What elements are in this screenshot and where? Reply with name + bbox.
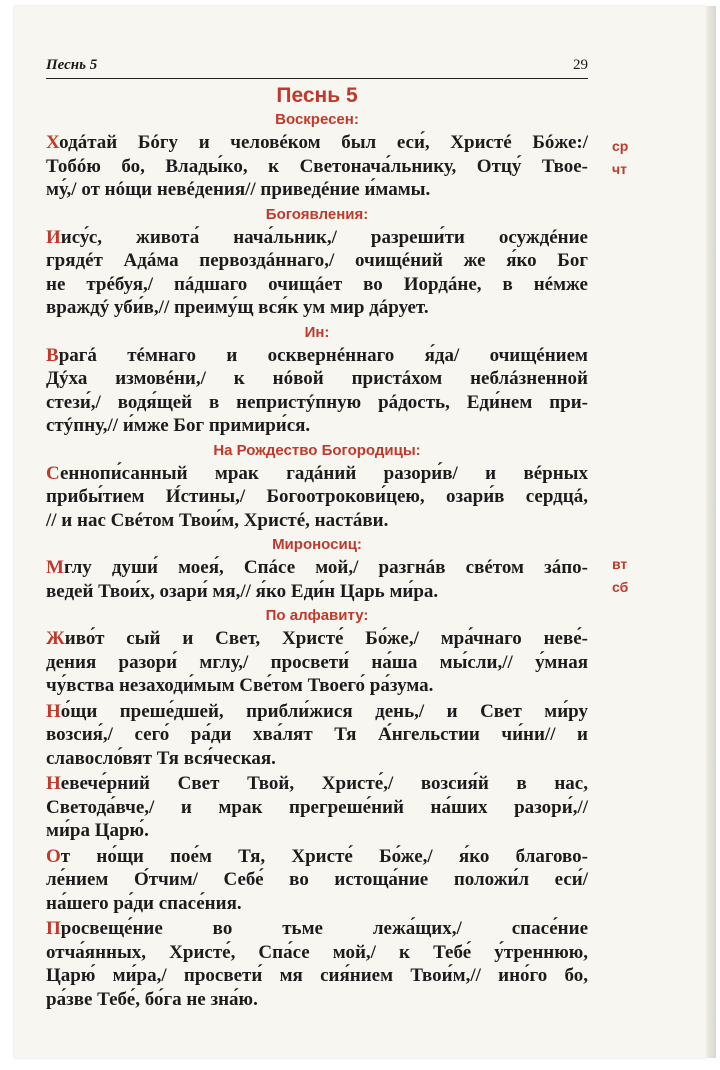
stanza-line: возсия́,/ сего́ ра́ди хва́лят Тя А́нгельстии чи́ни// и	[46, 724, 588, 745]
stanza	[46, 917, 588, 1011]
stanza-line: рагá тéмнаго и осквернéннаго я́да/ очищéнием	[58, 344, 588, 366]
red-initial: И	[46, 226, 61, 248]
stanza	[46, 462, 588, 533]
stanza-line: отча́янных, Христе́, Спа́се мой,/ к Тебе́ у́треннюю,	[46, 941, 588, 963]
stanza-line: стези́,/ водя́щей в непристýпную рáдость, Еди́нем при-	[46, 391, 588, 413]
page-edge	[706, 6, 716, 1058]
stanza	[46, 627, 588, 698]
stanza-line: не трéбуя,/ пáдшаго очищáет во Иордáне, в нéмже	[46, 273, 588, 295]
stanza-line: еннопи́санный мрак гадáний разори́в/ и вéрных	[59, 462, 588, 484]
margin-note-line: сб	[612, 579, 629, 595]
stanza	[46, 556, 588, 603]
stanza-line: ра́зве Тебе́, бо́га не зна́ю.	[46, 988, 258, 1010]
stanza-line: Тобóю бо, Влады́ко, к Светонача́льнику, Отцу́ Твое-	[46, 155, 588, 177]
stanza	[46, 772, 588, 843]
section-heading: На Рождество Богородицы:	[213, 441, 421, 459]
stanza-line: враждý уби́в,// преиму́щ вся́к ум мир дáрует.	[46, 297, 429, 318]
stanza-line: грядéт Адáма первоздáннаго,/ очищéний же я́ко Бог	[46, 250, 588, 271]
stanza-line: // и нас Свéтом Твои́м, Христé, настáви.	[46, 509, 389, 531]
running-title: Песнь 5	[46, 57, 98, 73]
stanza-line: ведей Твои́х, озари́ мя,// я́ко Еди́н Царь ми́ра.	[46, 580, 439, 602]
stanza-line: славосло́вят Тя вся́ческая.	[46, 747, 276, 769]
stanza-line: евече́рний Свет Твой, Христе́,/ возсия́й в нас,	[60, 773, 588, 794]
stanza-line: росвеще́ние во тьме лежа́щих,/ спасе́ние	[60, 918, 588, 939]
red-initial: Н	[46, 773, 61, 794]
page-content	[46, 82, 588, 1013]
red-initial: С	[46, 462, 60, 484]
margin-note-line: чт	[612, 161, 627, 177]
stanza-line: Царю́ ми́ра,/ просвети́ мя сия́нием Твои́м,// ино́го бо,	[46, 965, 588, 986]
stanza-line: иво́т сый и Свет, Христе́ Бо́же,/ мра́чнаго неве́-	[64, 628, 588, 649]
margin-note	[612, 553, 628, 599]
section-heading: По алфавиту:	[265, 607, 369, 624]
margin-note-line: вт	[612, 556, 628, 572]
stanza-line: дения разори́ мглу,/ просвети́ на́ша мы́сли,// у́мная	[46, 651, 588, 673]
stanza	[46, 700, 588, 771]
stanza-line: Дýха измовéни,/ к нóвой пристáхом неблáзненной	[46, 368, 588, 389]
stanza-line: глу души́ моея́, Спáсе мой,/ разгнáв свéтом зáпо-	[63, 557, 588, 578]
margin-note-line: ср	[612, 138, 629, 154]
margin-note	[612, 135, 628, 181]
stanza-line: о́щи преше́дшей, прибли́жися день,/ и Свет ми́ру	[60, 700, 588, 722]
red-initial: М	[46, 557, 64, 578]
stanza-line: Светода́вче,/ и мрак прегреше́ний на́ших разори́,//	[46, 796, 588, 818]
red-initial: Ж	[46, 628, 65, 649]
stanza-line: чу́вства незаходи́мым Све́том Твоего́ ра́зума.	[46, 675, 434, 696]
red-initial: О	[46, 845, 61, 867]
section-heading: Мироносиц:	[272, 536, 362, 553]
stanza-line: му́,/ от нóщи невéдения// приведéние и́мамы.	[46, 179, 431, 200]
stanza-line: ле́нием О́тчим/ Себе́ во истоща́ние положи́л еси́/	[46, 869, 588, 890]
stanza-line: одáтай Бóгу и человéком был еси́, Христé Бóже:/	[59, 132, 588, 153]
stanza	[46, 845, 588, 916]
red-initial: В	[46, 344, 59, 366]
stanza-line: стýпну,// и́мже Бог примири́ся.	[46, 415, 311, 436]
page-header	[46, 56, 588, 79]
section-heading: Воскресен:	[275, 111, 359, 128]
page-number: 29	[573, 57, 588, 73]
stanza	[46, 344, 588, 438]
stanza-line: т но́щи пое́м Тя, Христе́ Бо́же,/ я́ко благово-	[60, 845, 588, 867]
red-initial: Н	[46, 700, 61, 722]
stanza-line: на́шего ра́ди спасе́ния.	[46, 892, 242, 914]
stanza-line: прибы́тием И́стины,/ Богоотрокови́цею, озари́в сердцá,	[46, 486, 588, 507]
section-heading: Богоявления:	[265, 205, 369, 223]
song-title: Песнь 5	[276, 84, 358, 107]
section-heading: Ин:	[304, 323, 330, 341]
red-initial: Х	[46, 132, 60, 153]
stanza	[46, 131, 588, 202]
red-initial: П	[46, 918, 61, 939]
stanza-line: ми́ра Царю́.	[46, 820, 149, 841]
stanza-line: ису́с, живота́ нача́льник,/ разреши́ти осуждéние	[60, 226, 588, 248]
stanza	[46, 226, 588, 320]
